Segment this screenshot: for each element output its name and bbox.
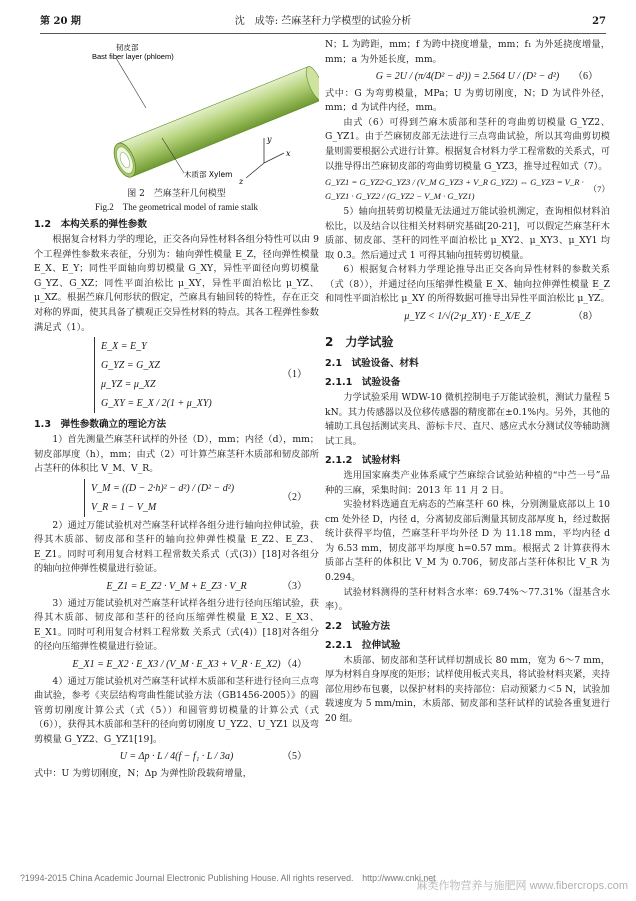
axis-z-label: z [239,177,244,186]
axis-x-label: x [286,149,291,158]
equation-8-number: （8） [573,310,598,322]
equation-2 [34,479,319,517]
ramie-stalk-drawing [34,38,319,188]
paragraph-step-3: 3）通过万能试验机对苎麻茎秆试样各组分进行径向压缩试验，获得其木质部、韧皮部和茎秆的径向压缩弹性模量 E_X2、E_X3、E_X1。同时可利用复合材料工程常数 关系式（式(4)）[18]对各组分的径向压缩弹性模量进行验证。 [34,597,319,653]
page-number: 27 [592,16,606,27]
paragraph-eq5-symbols: 式中：U 为剪切刚度，N；Δp 为弹性阶段载荷增量， [34,768,252,780]
running-title: 沈 成等: 苎麻茎秆力学模型的试验分析 [234,16,412,27]
paragraph-step-1: 1）首先测量苎麻茎秆试样的外径（D），mm；内径（d），mm；韧皮部厚度（h），mm；由式（2）可计算苎麻茎秆木质部和韧皮部所占茎秆的体积比 V_M、V_R。 [34,434,319,475]
site-watermark: 麻类作物营养与施肥网 www.fibercrops.com [416,880,628,892]
paragraph-step-5: 5）轴向扭转剪切模量无法通过万能试验机测定，查询相似材料泊松比，以及结合以往相关材料研究基础[20-21]，可以假定苎麻茎秆木质部、韧皮部、茎秆的同性平面泊松比 μ_XY2、μ_XY3、μ_XY1 均取 0.3。然后通过式 1 可得其轴向扭转剪切模量。 [325,206,610,261]
paragraph-step-6: 6）根据复合材料力学理论推导出正交各向异性材料的参数关系（式（8）），并通过径向压缩弹性模量 E_X、轴向拉伸弹性模量 E_Z 和同性平面泊松比 μ_XY 的所得数据可推导出异性平面泊松比 μ_YZ。 [325,264,610,305]
page-header [40,14,606,30]
left-column [34,38,319,782]
equation-5-number: （5） [282,751,307,763]
equation-4-number: （4） [282,658,307,670]
paragraph-material-source: 选用国家麻类产业体系咸宁苎麻综合试验站种植的“中苎一号”品种的三麻，采集时间：2013 年 11 月 2 日。 [325,470,610,496]
figure-caption-cn: 图 2 苎麻茎秆几何模型 [127,189,226,199]
stalk-tube [118,67,319,177]
paragraph-step-2: 2）通过万能试验机对苎麻茎秆试样各组分进行轴向拉伸试验，获得其木质部、韧皮部和茎秆的轴向拉伸弹性模量 E_Z2、E_Z3、E_Z1。同时可利用复合材料工程常数关系式（式(3)）[18]对各组分的轴向拉伸弹性模量进行验证。 [34,519,319,575]
section-1-3-title: 1.3 弹性参数确立的理论方法 [34,419,167,431]
equation-1 [34,337,319,413]
equation-7: G_YZ1 = G_YZ2·G_YZ3 / (V_M G_YZ3 + V_R G_YZ2) ⇔ G_YZ3 = V_R · G_YZ1 · G_YZ2 / (G_YZ2 − V_M · G_YZ1) （7） [325,177,610,201]
copyright-footer: ?1994-2015 China Academic Journal Electronic Publishing House. All rights reserved. http://www.cnki.net [20,873,436,883]
equation-6-number: （6） [573,71,598,83]
equation-6: G = 2U / (π/4(D² − d²)) = 2.564 U / (D² − d²) （6） [325,69,610,85]
equation-3-number: （3） [282,580,307,592]
equation-2-number: （2） [282,491,307,503]
equation-4: E_X1 = E_X2 · E_X3 / (V_M · E_X3 + V_R · E_X2) （4） [34,657,319,673]
paragraph-eq5-symbols-cont: N；L 为跨距，mm；f 为跨中挠度增量，mm；f₁ 为外延挠度增量，mm；a 为外延长度，mm。 [325,39,610,65]
figure-caption-en: Fig.2 The geometrical model of ramie stalk [95,201,258,212]
paragraph-step-4: 4）通过万能试验机对苎麻茎秆试样木质部和茎秆进行径向三点弯曲试验，参考《夹层结构弯曲性能试验方法（GB1456-2005）》的圆管剪切刚度计算公式（式（5））和圆管剪切模量的计算公式（式（6）），获得其木质部和茎秆的径向剪切刚度 U_YZ2、U_YZ1 以及弯剪模量 G_YZ2、G_YZ1[19]。 [34,675,319,745]
right-column [325,38,610,727]
section-2-2-1-title: 2.2.1 拉伸试验 [325,639,401,651]
section-2-1-1-title: 2.1.1 试验设备 [325,376,401,388]
section-2-2-title: 2.2 试验方法 [325,620,390,632]
section-2-1-2-title: 2.1.2 试验材料 [325,455,401,467]
section-2-1-title: 2.1 试验设备、材料 [325,357,419,369]
section-2-title: 2 力学试验 [325,334,394,349]
paragraph-shear-modulus: 由式（6）可得到苎麻木质部和茎秆的弯曲剪切模量 G_YZ2、G_YZ1。由于苎麻韧皮部无法进行三点弯曲试验，所以其弯曲剪切模量则需要根据公式进行计算。根据复合材料力学工程常数的关系式，可以推导得出苎麻韧皮部的弯曲剪切模量 G_YZ3，推导过程如式（7）。 [325,116,610,172]
equation-7-number: （7） [588,183,610,194]
bast-label-en: Bast fiber layer (phloem) [92,52,174,61]
paragraph-equipment: 力学试验采用 WDW-10 微机控制电子万能试验机，测试力量程 5 kN。其力传感器以及位移传感器的精度都在±0.1%内。另外，其他的辅助工具包括测试夹具、游标卡尺、直尺、感应式水分测试仪等辅助测试工具。 [325,391,610,447]
equation-1-system: E_X = E_Y G_YZ = G_XZ μ_YZ = μ_XZ G_XY = E_X / 2(1 + μ_XY) [94,337,212,413]
equation-5: U = Δp · L / 4(f − f₁ · L / 3a) （5） [34,749,319,765]
paragraph-moisture: 试验材料测得的茎秆材料含水率：69.74%～77.31%（湿基含水率）。 [325,586,610,613]
axis-y-label: y [267,135,272,144]
ramie-stalk-figure [34,38,319,188]
paragraph-material-measure: 实验材料选通直无病态的苎麻茎秆 60 株，分别测量底部以上 10 cm 处外径 D，内径 d，分离韧皮部后测量其韧皮部厚度 h，经过数据统计获得平均值，苎麻茎秆平均外径 D 为 11.18 mm，平均内径 d 为 6.53 mm，韧皮部平均厚度 h=0.57 mm。根据式 2 计算获得木质部占茎秆的体积比 V_M 为 0.706，韧皮部占茎秆体积比 V_R 为 0.294。 [325,499,610,583]
equation-3: E_Z1 = E_Z2 · V_M + E_Z3 · V_R （3） [34,579,319,595]
issue-number: 第 20 期 [40,16,81,27]
section-1-2-title: 1.2 本构关系的弹性参数 [34,219,147,231]
paragraph-tensile-test: 木质部、韧皮部和茎秆试样切割成长 80 mm，宽为 6～7 mm，厚为材料自身厚度的矩形；试样使用板式夹具，将试验材料夹紧，夹持部位用纱布包裹，以保护材料的夹持部位：启动预紧力＜5 N，试验加载速度为 5 mm/min，木质部、韧皮部和茎秆试样的试验各重复进行 20 组。 [325,654,610,725]
equation-1-number: （1） [282,369,307,381]
xylem-label: 木质部 Xylem [184,170,233,179]
equation-2-system: V_M = ((D − 2·h)² − d²) / (D² − d²) V_R = 1 − V_M [84,479,234,517]
equation-8: μ_YZ < 1/√(2·μ_XY) · E_X/E_Z （8） [325,309,610,325]
paragraph-elastic-params: 根据复合材料力学的理论，正交各向异性材料各组分特性可以由 9 个工程弹性参数来表征，分别为：轴向弹性模量 E_Z，径向弹性模量 E_X、E_Y；同性平面轴向剪切模量 G_XY，异性平面径向剪切模量 G_YZ、G_XZ；同性平面泊松比 μ_XY，异性平面泊松比 μ_YZ、μ_XZ。根据苎麻几何形状的假定，苎麻具有轴回转的特性，存在正交对称的界面，使其具备了横观正交异性材料的特点。其各工程弹性参数满足式（1）。 [34,234,319,333]
axis-triad [246,138,284,178]
paragraph-eq6-symbols: 式中：G 为弯剪模量，MPa；U 为剪切刚度，N；D 为试件外径，mm；d 为试件内径，mm。 [325,87,610,114]
header-rule [40,33,606,34]
bast-label-cn: 韧皮部 [116,43,139,52]
